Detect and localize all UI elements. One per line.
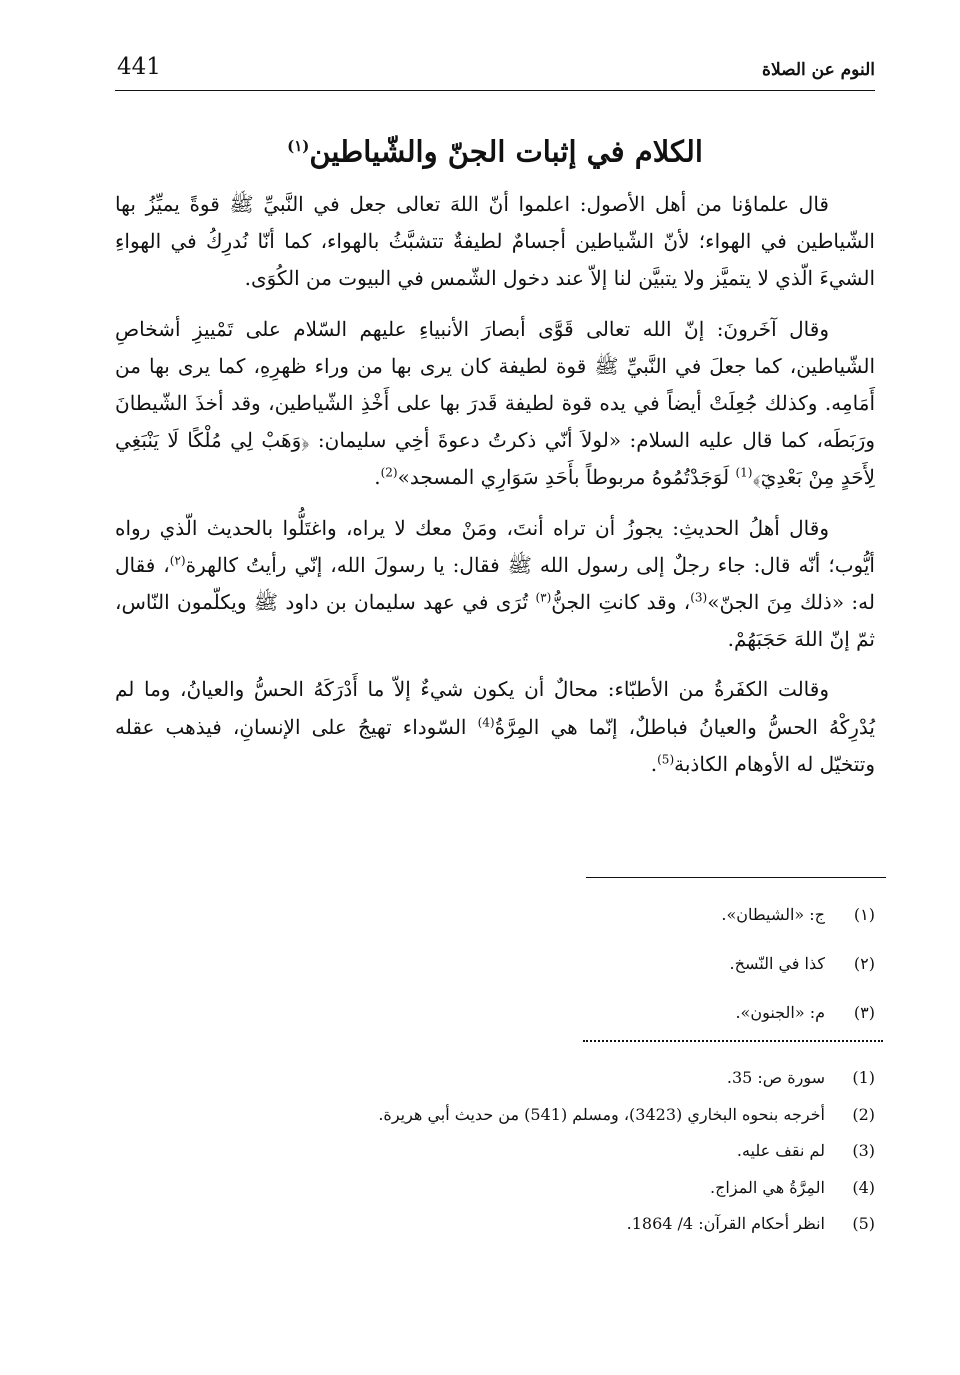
- footnote-number: (2): [852, 1104, 875, 1124]
- footnote-ref: (5): [657, 752, 675, 767]
- footnote: [215, 1097, 875, 1134]
- paragraph-text: تُرَى في عهد سليمان بن داود ﷺ ويكلّمون النّاس، ثمّ إنّ اللهَ حَجَبَهُمْ.: [115, 590, 875, 652]
- footnote: [215, 988, 875, 1037]
- footnote: [215, 1133, 875, 1170]
- footnote-text: سورة ص: 35.: [726, 1068, 825, 1087]
- footnote-number: (3): [852, 1141, 875, 1160]
- paragraph-text: السّوداء تهيجُ على الإنسانِ، فيذهب عقله وتتخيّل له الأوهام الكاذبة: [115, 714, 875, 776]
- chapter-title-marker: (١): [287, 137, 310, 155]
- footnote-ref: (2): [380, 465, 398, 480]
- footnote-number: (٢): [853, 954, 875, 973]
- footnote-text: كذا في النّسخ.: [729, 954, 825, 973]
- footnote-number: (4): [852, 1177, 875, 1197]
- footnote-ref: (3): [690, 590, 708, 605]
- footnote-separator: [586, 877, 886, 878]
- page-number: 441: [117, 54, 161, 80]
- footnote: [215, 1206, 875, 1243]
- footnote-text: انظر أحكام القرآن: 4/ 1864.: [626, 1214, 825, 1233]
- paragraph: [115, 671, 875, 783]
- paragraph-text: قال علماؤنا من أهل الأصول: اعلموا أنّ اللهَ تعالى جعل في النَّبيِّ ﷺ قوةً يميِّزُ بها الشّياطين في الهواء؛ لأنّ الشّياطين أجسامٌ لطيفةٌ تتشبَّثُ بالهواء، كما أنّا نُدرِكُ في الهواءِ الشيءَ الّذي لا يتميَّز ولا يتبيَّن لنا إلاّ عند دخول الشّمس في البيوت من الكُوَى.: [115, 192, 875, 291]
- paragraph: [115, 186, 875, 298]
- footnote-number: (1): [852, 1068, 875, 1087]
- variant-footnotes: [215, 890, 875, 1037]
- chapter-title-text: الكلام في إثبات الجنّ والشّياطين: [309, 134, 703, 169]
- footnote-number: (٣): [853, 1003, 875, 1022]
- dotted-separator: [583, 1040, 883, 1042]
- paragraph-text: .: [650, 751, 658, 776]
- running-title: النوم عن الصلاة: [762, 60, 875, 80]
- footnote: [215, 1060, 875, 1097]
- footnote: [215, 890, 875, 939]
- footnote-ref: (٢): [169, 553, 186, 568]
- paragraph: [115, 311, 875, 497]
- footnote: [215, 939, 875, 988]
- paragraph: [115, 510, 875, 659]
- footnote-ref: (4): [477, 714, 495, 729]
- footnote-ref: (1): [735, 465, 753, 480]
- chapter-title: [115, 124, 875, 174]
- source-footnotes: [215, 1060, 875, 1243]
- footnote: [215, 1170, 875, 1207]
- paragraph-text: ، وقد كانتِ الجنُّ: [551, 590, 691, 615]
- running-header: [115, 50, 875, 91]
- paragraph-text: ، فقال له: «ذلك مِنَ الجنّ»: [115, 552, 875, 615]
- footnote-number: (١): [853, 905, 875, 924]
- paragraph-text: وقال آخَرونَ: إنّ الله تعالى قَوَّى أبصارَ الأنبياءِ عليهم السّلام على تَمْييزِ أشخاصِ الشّياطين، كما جعلَ في النَّبيِّ ﷺ قوة لطيفة كان يرى بها من وراء ظهرِهِ، كما يرى بها من أَمَامِه. وكذلك جُعِلَتْ أيضاً في يده قوة لطيفة قَدرَ بها على أَخْذِ الشّياطين، وقد أخذَ الشّيطانَ ورَبَطَه، كما قال عليه السلام: «لولاَ أنّي ذكرتُ دعوةَ أخِي سليمان: ﴿وَهَبْ لِي مُلْكًا لَا يَنْبَغِي لِأَحَدٍ مِنْ بَعْدِيٓ﴾: [115, 316, 875, 490]
- footnote-text: المِرَّةُ هي المزاج.: [710, 1177, 825, 1197]
- footnote-text: م: «الجنون».: [735, 1003, 825, 1022]
- footnote-ref: (٣): [535, 590, 552, 605]
- footnote-text: أخرجه بنحوه البخاري (3423)، ومسلم (541) من حديث أبي هريرة.: [378, 1104, 825, 1124]
- paragraph-text: وقال أهلُ الحديثِ: يجوزُ أن تراه أنتَ، ومَنْ معك لا يراه، واغتَلُّوا بالحديث الّذي رواه أيُّوب؛ أنّه قال: جاء رجلٌ إلى رسول الله ﷺ فقال: يا رسولَ الله، إنّي رأيتُ كالهرة: [115, 515, 875, 577]
- footnote-number: (5): [852, 1214, 875, 1233]
- footnote-text: ج: «الشيطان».: [721, 905, 825, 924]
- footnote-text: لم نقف عليه.: [736, 1141, 825, 1160]
- paragraph-text: لَوَجَدْتُمُوهُ مربوطاً بأَحَدِ سَوَارِي المسجد»: [397, 465, 736, 490]
- body-text: [115, 186, 875, 796]
- paragraph-text: وقالت الكفَرةُ من الأطبّاء: محالٌ أن يكون شيءٌ إلاّ ما أَدْرَكَهُ الحسُّ والعيانُ، وما لم يُدْرِكْهُ الحسُّ والعيانُ فباطلٌ، إنّما هي المِرَّةُ: [115, 677, 875, 739]
- paragraph-text: .: [374, 465, 381, 490]
